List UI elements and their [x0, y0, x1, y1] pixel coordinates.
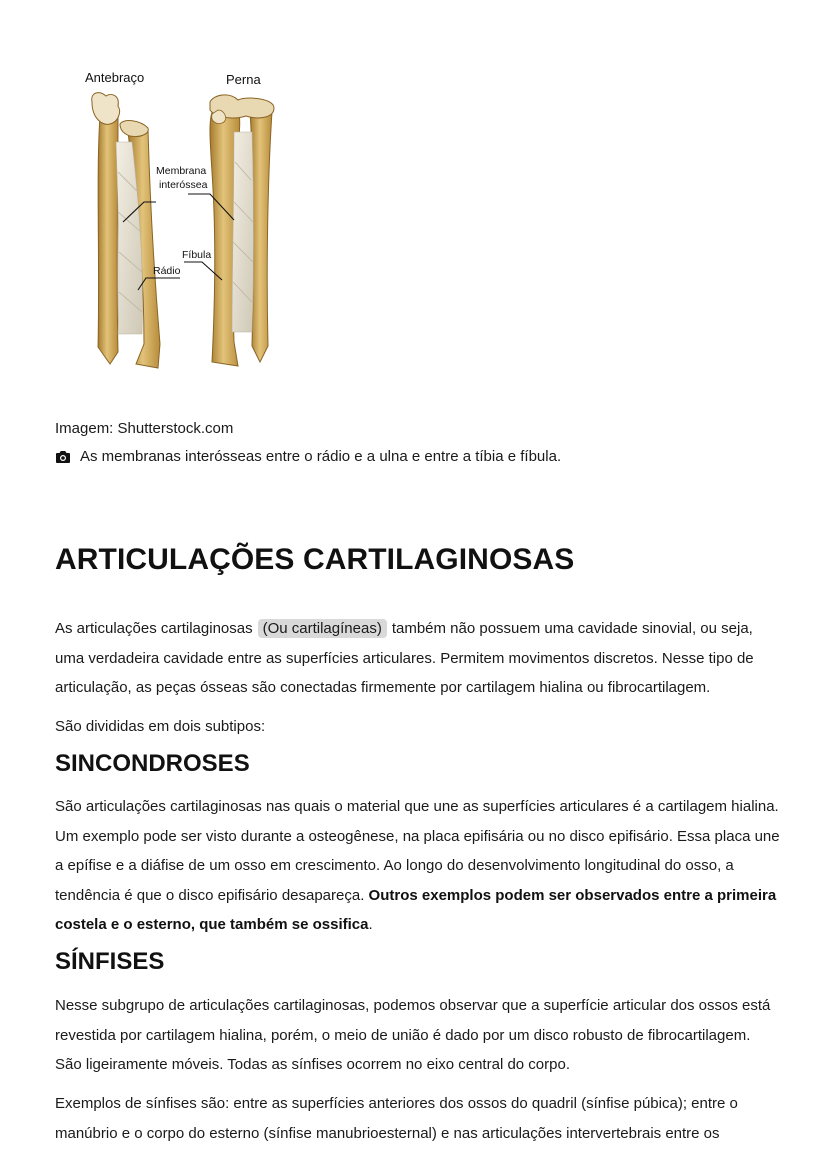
sincondroses-end: . — [368, 916, 373, 933]
intro-after: também não possuem uma cavidade sinovial, ou seja, uma verdadeira cavidade entre as superfícies articulares. Permitem movimentos discretos. Nesse tipo de articulação, as peças ósseas são conectadas firmemente por cartilagem hialina ou fibrocartilagem. — [55, 620, 754, 696]
caption-text: As membranas interósseas entre o rádio e a ulna e entre a tíbia e fíbula. — [80, 448, 562, 465]
label-radius: Rádio — [153, 265, 181, 277]
sincondroses-text: São articulações cartilaginosas nas quais o material que une as superfícies articulares é a cartilagem hialina. Um exemplo pode ser visto durante a osteogênese, na placa epifisária ou no disco epifisário. Essa placa une a epífise e a diáfise de um osso em crescimento. Ao longo do desenvolvimento longitudinal do osso, a tendência é que o disco epifisário desapareça. — [55, 798, 780, 904]
section-title: ARTICULAÇÕES CARTILAGINOSAS — [55, 543, 575, 576]
sincondroses-paragraph — [55, 792, 780, 940]
highlight-term: (Ou cartilagíneas) — [258, 619, 387, 638]
intro-paragraph — [55, 614, 780, 703]
subsection-title-sinfises: SÍNFISES — [55, 948, 165, 975]
bones-illustration — [78, 62, 288, 382]
subtypes-intro: São divididas em dois subtipos: — [55, 718, 266, 735]
sinfises-examples: Exemplos de sínfises são: entre as superfícies anteriores dos ossos do quadril (sínfise púbica); entre o manúbrio e o corpo do esterno (sínfise manubrioesternal) e nas articulações intervertebrais entre os — [55, 1095, 738, 1142]
label-membrane-line2: interóssea — [159, 179, 208, 191]
intro-before: As articulações cartilaginosas — [55, 620, 253, 637]
sincondroses-bold: Outros exemplos podem ser observados entre a primeira costela e o esterno, que também se ossifica — [55, 886, 777, 933]
label-leg: Perna — [226, 72, 261, 87]
sinfises-paragraph: Nesse subgrupo de articulações cartilaginosas, podemos observar que a superfície articular dos ossos está revestida por cartilagem hialina, porém, o meio de união é dado por um disco robusto de fibrocartilagem. São ligeiramente móveis. Todas as sínfises ocorrem no eixo central do corpo. — [55, 997, 771, 1073]
camera-icon — [55, 450, 71, 464]
image-source: Imagem: Shutterstock.com — [55, 420, 234, 437]
image-caption — [55, 447, 561, 467]
label-fibula: Fíbula — [182, 249, 212, 261]
label-membrane-line1: Membrana — [156, 165, 207, 177]
subsection-title-sincondroses: SINCONDROSES — [55, 750, 250, 777]
label-forearm: Antebraço — [85, 70, 145, 85]
forearm-leg-bones-drawing — [78, 62, 288, 382]
